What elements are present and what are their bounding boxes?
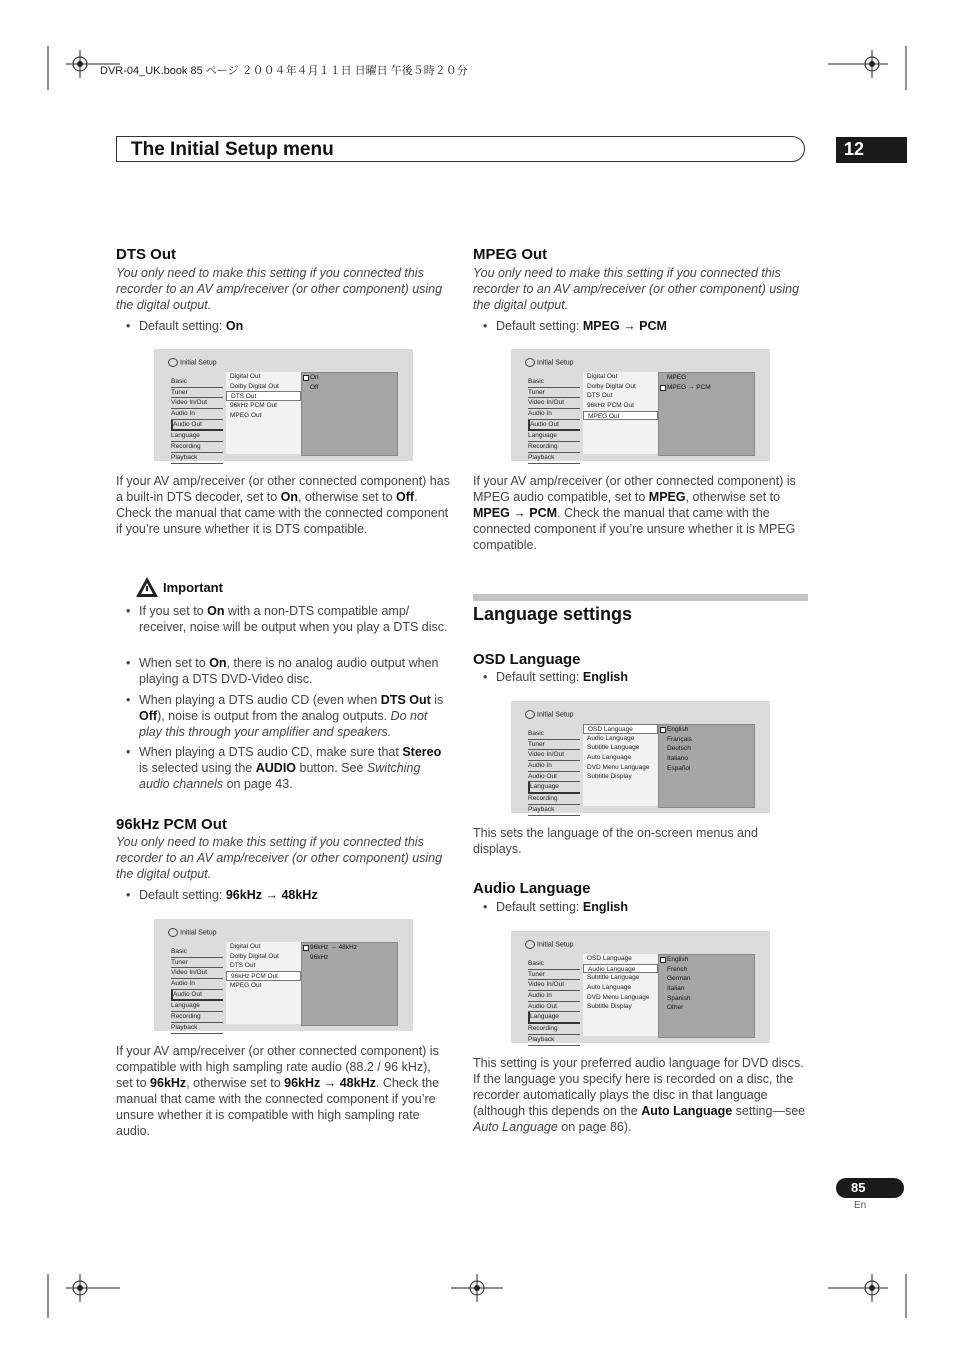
page-number: 85 <box>851 1180 866 1195</box>
dts-out-heading: DTS Out <box>116 246 176 263</box>
osd-language-body: This sets the language of the on-screen menus and displays. <box>473 826 758 856</box>
language-settings-heading: Language settings <box>473 604 633 624</box>
mpeg-out-screen <box>511 349 770 461</box>
screen-title: Initial Setup <box>168 358 217 367</box>
page-number-badge <box>836 1178 904 1198</box>
disc-icon <box>525 358 535 367</box>
warning-icon <box>135 576 159 598</box>
disc-icon <box>525 940 535 949</box>
screen-submenu: OSD Language Audio Language Subtitle Language Auto Language DVD Menu Language Subtitle Display <box>583 954 658 1036</box>
mpeg-out-intro: You only need to make this setting if you connected this recorder to an AV amp/receiver (or other component) using the digital output. <box>473 266 800 312</box>
dts-out-default: • Default setting: On <box>139 318 243 334</box>
important-bullet-1: • If you set to On with a non-DTS compatible amp/ receiver, noise will be output when you play a DTS disc. <box>139 603 449 635</box>
osd-language-default: • Default setting: English <box>496 669 628 685</box>
dts-out-intro: You only need to make this setting if you connected this recorder to an AV amp/receiver (or other component) using the digital output. <box>116 266 443 312</box>
dts-out-screen <box>154 349 413 461</box>
screen-options: On Off <box>301 372 398 456</box>
important-bullet-3: • When playing a DTS audio CD (even when DTS Out is Off), noise is output from the analog outputs. Do not play this through your amplifier and speakers. <box>139 692 449 740</box>
important-bullet-2: • When set to On, there is no analog audio output when playing a DTS DVD-Video disc. <box>139 655 449 687</box>
pcm-out-heading: 96kHz PCM Out <box>116 816 227 833</box>
screen-menu: Basic Tuner Video In/Out Audio In Audio Out Language Recording Playback <box>528 729 580 816</box>
mpeg-out-body: If your AV amp/receiver (or other connected component) is MPEG audio compatible, set to MPEG, otherwise set to MPEG → PCM. Check the manual that came with the connected component if you’re unsure whether it is MPEG compatible. <box>473 474 796 552</box>
screen-menu: Basic Tuner Video In/Out Audio In Audio Out Language Recording Playback <box>171 947 223 1034</box>
screen-options: English French German Italian Spanish Other <box>658 954 755 1038</box>
audio-language-default: • Default setting: English <box>496 899 628 915</box>
screen-submenu: Digital Out Dolby Digital Out DTS Out 96kHz PCM Out MPEG Out <box>583 372 658 454</box>
print-header: DVR-04_UK.book 85 ページ ２００４年４月１１日 日曜日 午後５時２０分 <box>100 65 468 77</box>
registration-mark-top-left <box>40 46 160 106</box>
important-label: Important <box>163 580 223 595</box>
important-bullet-4: • When playing a DTS audio CD, make sure that Stereo is selected using the AUDIO button. See Switching audio channels on page 43. <box>139 744 449 792</box>
language-code: En <box>854 1200 867 1211</box>
osd-language-screen <box>511 701 770 813</box>
disc-icon <box>168 358 178 367</box>
pcm-out-default: • Default setting: 96kHz → 48kHz <box>139 887 318 903</box>
screen-menu: Basic Tuner Video In/Out Audio In Audio Out Language Recording Playback <box>171 377 223 464</box>
pcm-out-intro: You only need to make this setting if you connected this recorder to an AV amp/receiver (or other component) using the digital output. <box>116 835 443 881</box>
registration-mark-bottom-right <box>828 1258 918 1318</box>
screen-submenu: OSD Language Audio Language Subtitle Language Auto Language DVD Menu Language Subtitle Display <box>583 724 658 806</box>
page-title: The Initial Setup menu <box>131 139 334 160</box>
section-title-bar <box>116 136 805 162</box>
disc-icon <box>525 710 535 719</box>
section-divider <box>473 594 808 601</box>
audio-language-screen <box>511 931 770 1043</box>
pcm-out-body: If your AV amp/receiver (or other connected component) is compatible with high sampling rate audio (88.2 / 96 kHz), set to 96kHz, otherwise set to 96kHz → 48kHz. Check the manual that came with the connected component if you’re unsure whether it is compatible with high sampling rate audio. <box>116 1044 440 1138</box>
screen-submenu: Digital Out Dolby Digital Out DTS Out 96kHz PCM Out MPEG Out <box>226 372 301 454</box>
screen-title: Initial Setup <box>168 928 217 937</box>
mpeg-out-heading: MPEG Out <box>473 246 548 263</box>
registration-mark-bottom-left <box>40 1258 160 1318</box>
screen-submenu: Digital Out Dolby Digital Out DTS Out 96kHz PCM Out MPEG Out <box>226 942 301 1024</box>
disc-icon <box>168 928 178 937</box>
screen-options: 96kHz → 48kHz 96kHz <box>301 942 398 1026</box>
audio-language-body: This setting is your preferred audio language for DVD discs. If the language you specify here is recorded on a disc, the recorder automatically plays the disc in that language (although this depends on the Auto Language setting—see Auto Language on page 86). <box>473 1056 806 1134</box>
osd-language-heading: OSD Language <box>473 651 581 668</box>
screen-title: Initial Setup <box>525 940 574 949</box>
screen-menu: Basic Tuner Video In/Out Audio In Audio Out Language Recording Playback <box>528 959 580 1046</box>
screen-title: Initial Setup <box>525 358 574 367</box>
screen-options: MPEG MPEG → PCM <box>658 372 755 456</box>
registration-mark-top-right <box>828 46 918 106</box>
registration-mark-bottom-center <box>445 1268 509 1308</box>
screen-menu: Basic Tuner Video In/Out Audio In Audio Out Language Recording Playback <box>528 377 580 464</box>
chapter-number: 12 <box>844 139 865 159</box>
screen-options: English Français Deutsch Italiano Español <box>658 724 755 808</box>
mpeg-out-default: • Default setting: MPEG → PCM <box>496 318 667 334</box>
chapter-number-box <box>836 137 907 163</box>
pcm-out-screen <box>154 919 413 1031</box>
dts-out-body: If your AV amp/receiver (or other connected component) has a built-in DTS decoder, set to On, otherwise set to Off. Check the manual that came with the connected component if you’re unsure whether it is DTS compatible. <box>116 474 450 536</box>
screen-title: Initial Setup <box>525 710 574 719</box>
audio-language-heading: Audio Language <box>473 880 591 897</box>
